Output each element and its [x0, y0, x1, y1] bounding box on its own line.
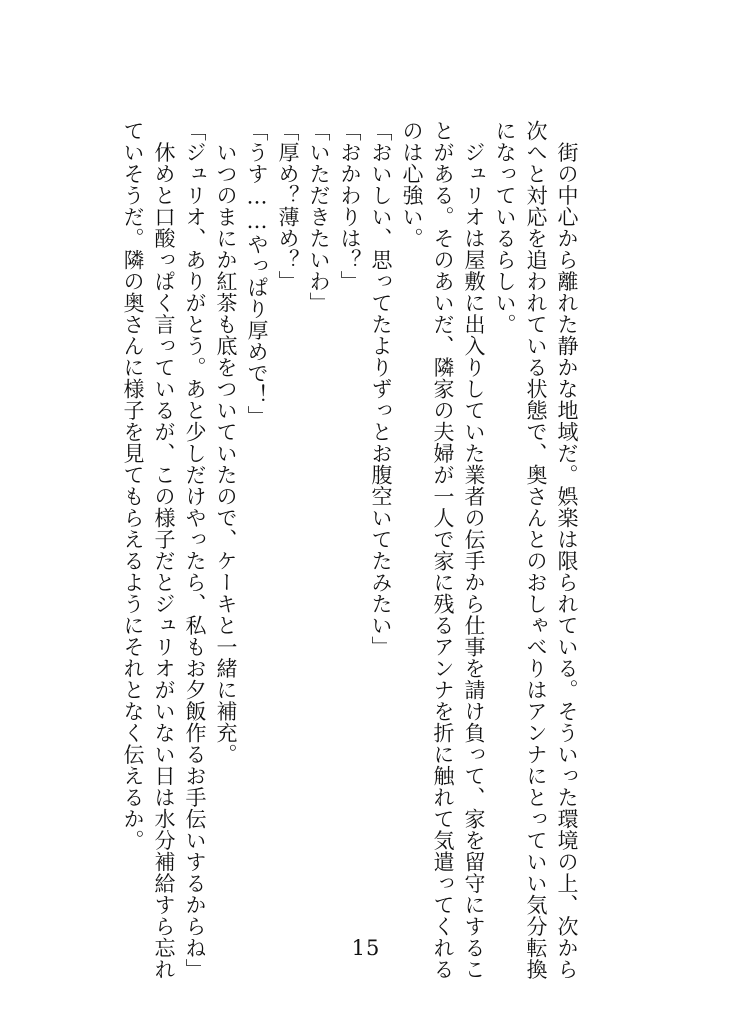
page-number: 15 [351, 936, 381, 960]
text-line: ていそうだ。隣の奥さんに様子を見てもらえるようにそれとなく伝えるか。 [121, 120, 145, 851]
text-line: 次へと対応を追われている状態で、奥さんとのおしゃべりはアンナにとっていい気分転換 [524, 120, 548, 980]
text-line: のは心強い。 [400, 120, 424, 249]
text-line: いつのまにか紅茶も底をついていたので、ケーキと一緒に補充。 [214, 120, 238, 765]
text-line: 休めと口酸っぱく言っているが、この様子だとジュリオがいない日は水分補給すら忘れ [152, 120, 176, 980]
text-line: 「ジュリオ、ありがとう。あと少しだけやったら、私もお夕飯作るお手伝いするからね」 [183, 120, 207, 980]
text-line: 「厚め？薄め？」 [276, 120, 300, 292]
text-line: になっているらしい。 [493, 120, 517, 335]
text-line: 「おいしい、思ってたよりずっとお腹空いてたみたい」 [369, 120, 393, 658]
text-line: ジュリオは屋敷に出入りしていた業者の伝手から仕事を請け負って、家を留守にするこ [462, 120, 486, 980]
text-line: 「おかわりは？」 [338, 120, 362, 292]
text-line: 「うす……やっぱり厚めで！」 [245, 120, 269, 427]
text-line: とがある。そのあいだ、隣家の夫婦が一人で家に残るアンナを折に触れて気遣ってくれる [431, 120, 455, 980]
text-line: 「いただきたいわ」 [307, 120, 331, 314]
text-line: 街の中心から離れた静かな地域だ。娯楽は限られている。そういった環境の上、次から [555, 120, 579, 980]
